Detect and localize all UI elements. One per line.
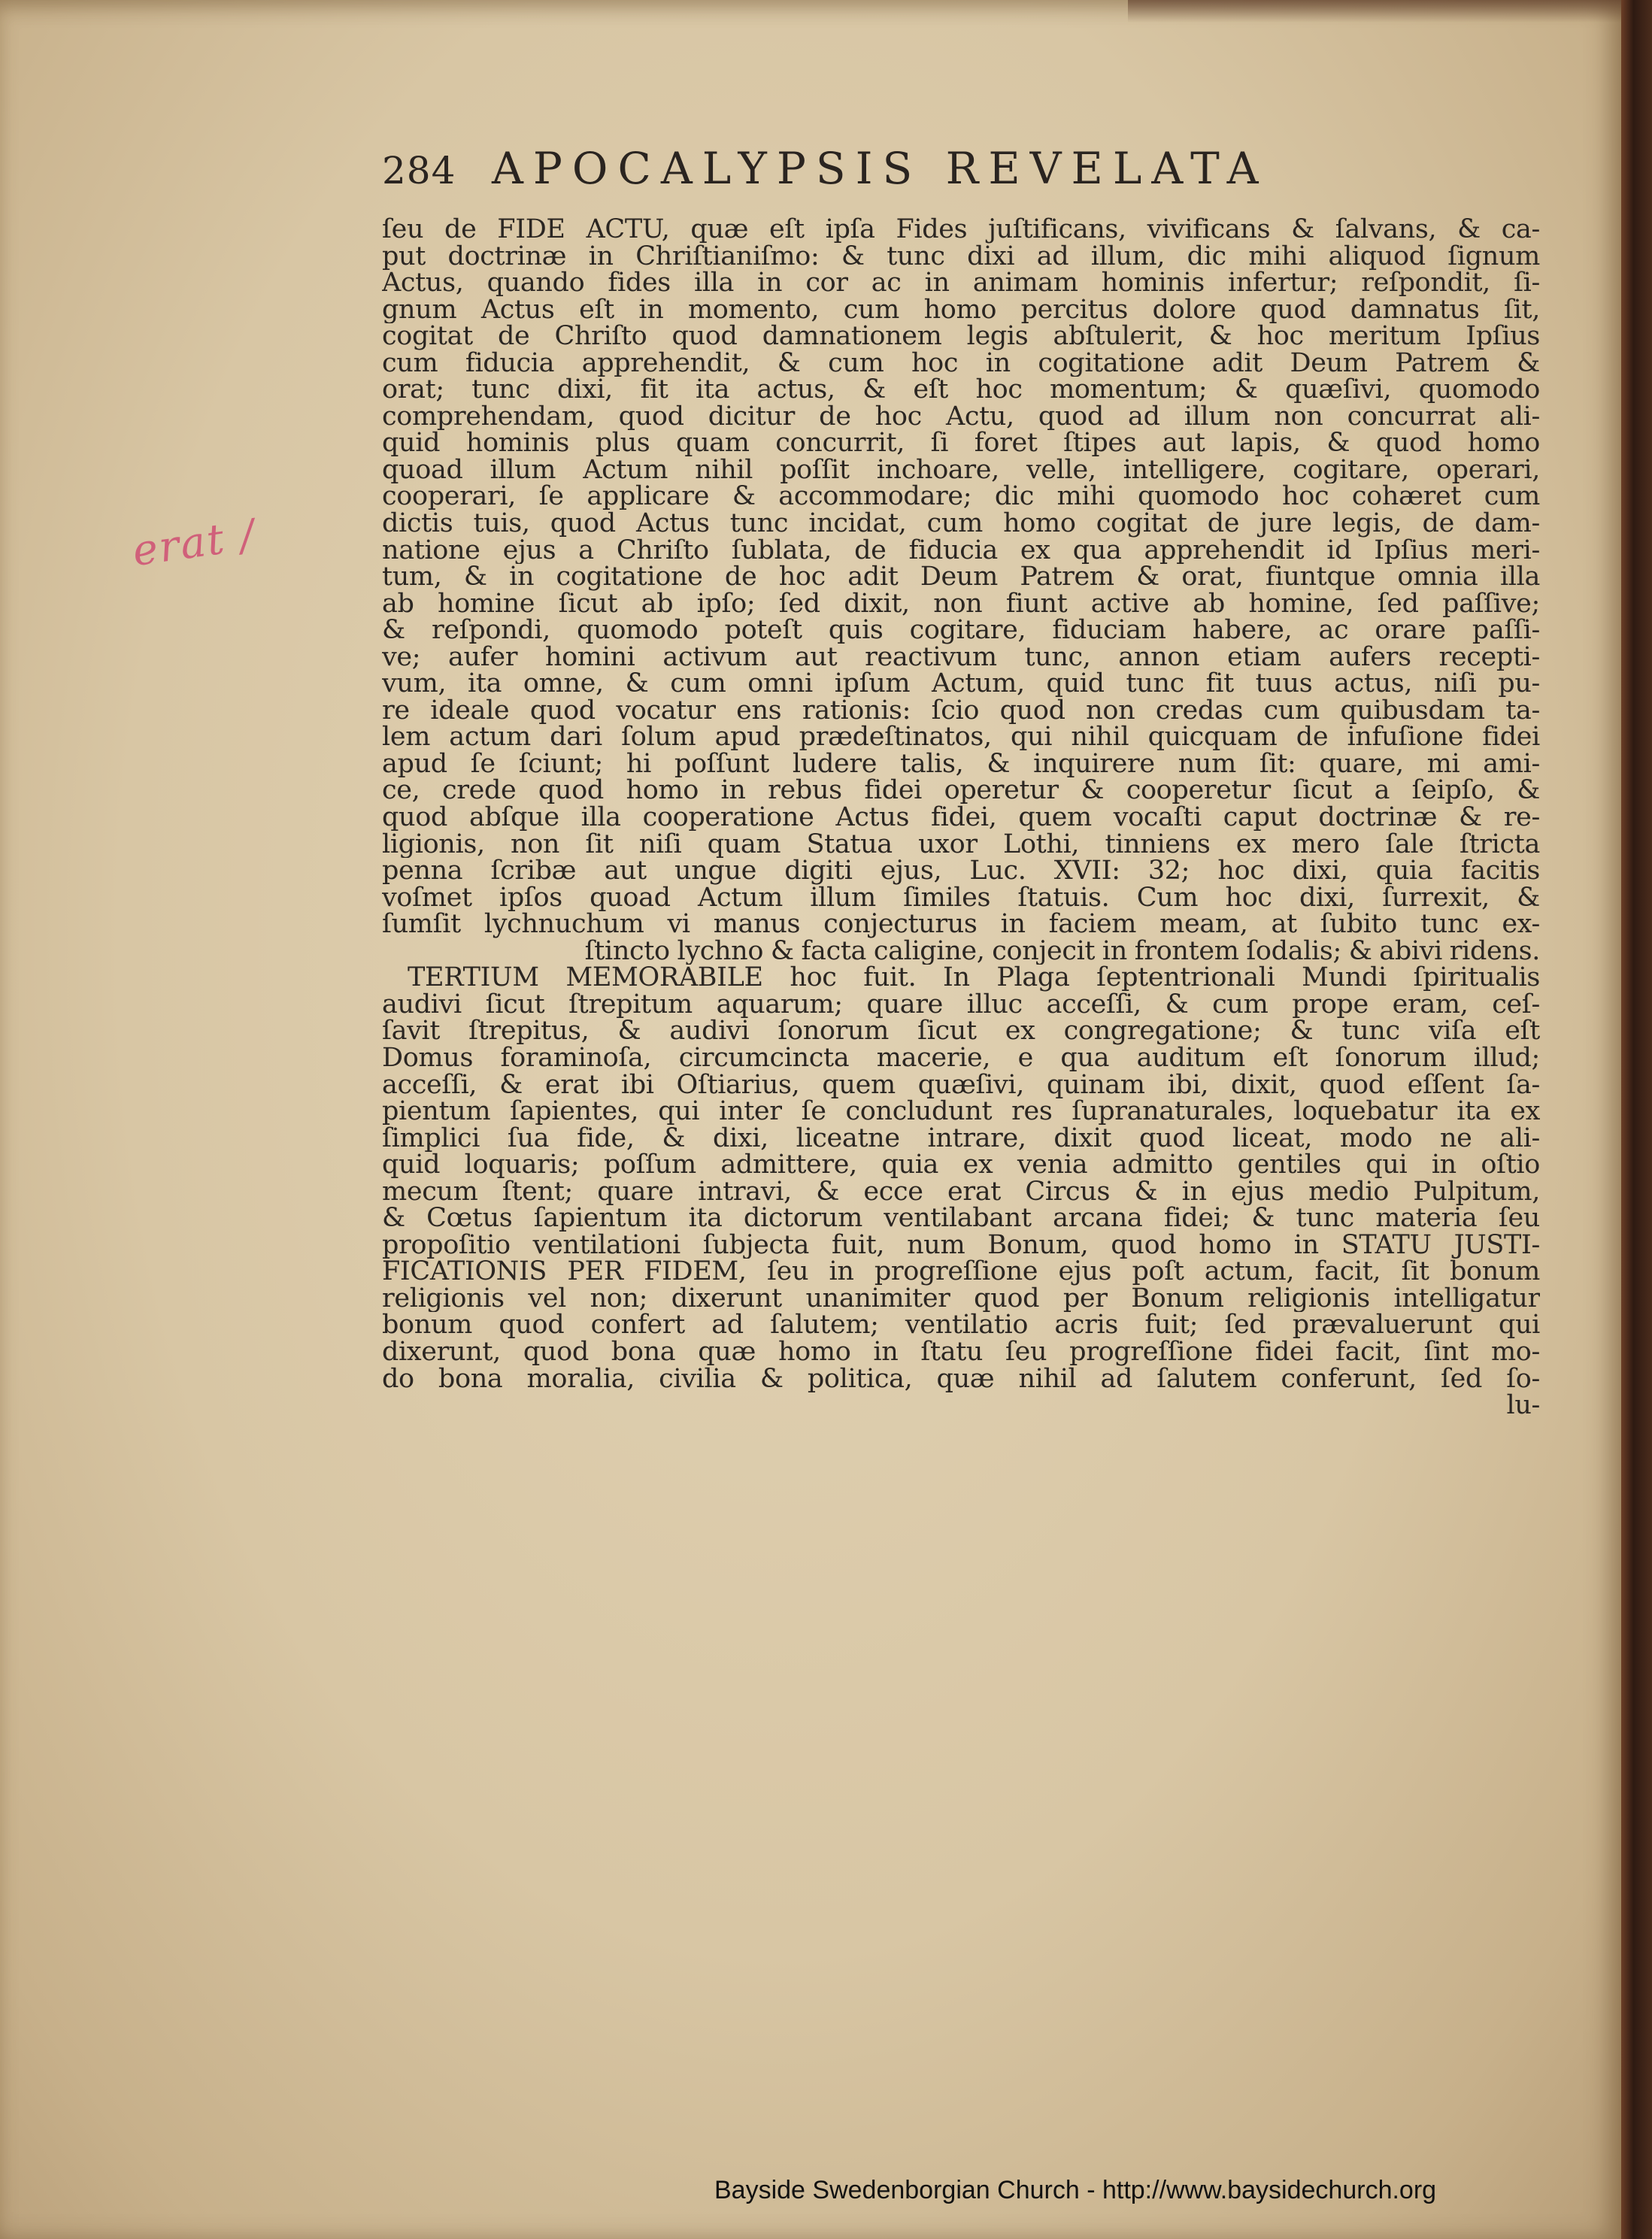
text-line: & reſpondi, quomodo poteſt quis cogitare, fiduciam habere, ac orare paſſi-	[382, 617, 1540, 644]
text-line: Domus foraminoſa, circumcincta macerie, e qua auditum eſt ſonorum illud;	[382, 1044, 1540, 1072]
text-line: ſeu de FIDE ACTU, quæ eſt ipſa Fides juſtificans, vivificans & ſalvans, & ca-	[382, 217, 1540, 244]
text-line: gnum Actus eſt in momento, cum homo percitus dolore quod damnatus ſit,	[382, 296, 1540, 324]
text-line: mecum ſtent; quare intravi, & ecce erat Circus & in ejus medio Pulpitum,	[382, 1178, 1540, 1206]
text-line: cooperari, ſe applicare & accommodare; dic mihi quomodo hoc cohæret cum	[382, 483, 1540, 511]
page-number: 284	[382, 149, 456, 192]
text-line: ve; aufer homini activum aut reactivum tunc, annon etiam aufers recepti-	[382, 644, 1540, 671]
text-line: comprehendam, quod dicitur de hoc Actu, quod ad illum non concurrat ali-	[382, 403, 1540, 431]
text-line: penna ſcribæ aut ungue digiti ejus, Luc. XVII: 32; hoc dixi, quia facitis	[382, 858, 1540, 885]
text-line: FICATIONIS PER FIDEM, ſeu in progreſſione ejus poſt actum, facit, ſit bonum	[382, 1259, 1540, 1286]
text-line: quod abſque illa cooperatione Actus fidei, quem vocaſti caput doctrinæ & re-	[382, 804, 1540, 832]
text-line: audivi ſicut ſtrepitum aquarum; quare illuc acceſſi, & cum prope eram, ceſ-	[382, 991, 1540, 1019]
text-line: ce, crede quod homo in rebus fidei operetur & cooperetur ſicut a ſeipſo, &	[382, 777, 1540, 805]
text-line: quid loquaris; poſſum admittere, quia ex venia admitto gentiles qui in oſtio	[382, 1152, 1540, 1179]
text-line: re ideale quod vocatur ens rationis: ſcio quod non credas cum quibusdam ta-	[382, 697, 1540, 725]
running-head	[382, 143, 1450, 206]
text-line: ſumſit lychnuchum vi manus conjecturus in faciem meam, at ſubito tunc ex-	[382, 911, 1540, 938]
text-line: Actus, quando fides illa in cor ac in animam hominis infertur; reſpondit, ſi-	[382, 270, 1540, 297]
running-title: APOCALYPSIS REVELATA	[492, 143, 1269, 194]
text-line: dixerunt, quod bona quæ homo in ſtatu ſeu progreſſione fidei facit, ſint mo-	[382, 1338, 1540, 1366]
text-line: lu-	[1506, 1392, 1540, 1419]
text-line: ſimplici ſua fide, & dixi, liceatne intrare, dixit quod liceat, modo ne ali-	[382, 1125, 1540, 1153]
text-line: pientum ſapientes, qui inter ſe concludunt res ſupranaturales, loquebatur ita ex	[382, 1098, 1540, 1126]
text-line: apud ſe ſciunt; hi poſſunt ludere talis, & inquirere num ſit: quare, mi ami-	[382, 750, 1540, 778]
page-stain	[1128, 0, 1621, 23]
text-line: orat; tunc dixi, fit ita actus, & eſt hoc momentum; & quæſivi, quomodo	[382, 377, 1540, 404]
body-text	[382, 217, 1540, 1419]
text-line: dictis tuis, quod Actus tunc incidat, cum homo cogitat de jure legis, de dam-	[382, 511, 1540, 538]
text-line: lem actum dari ſolum apud prædeſtinatos, qui nihil quicquam de infuſione fidei	[382, 724, 1540, 751]
text-line: ſavit ſtrepitus, & audivi ſonorum ſicut ex congregatione; & tunc viſa eſt	[382, 1018, 1540, 1045]
text-line: put doctrinæ in Chriſtianiſmo: & tunc dixi ad illum, dic mihi aliquod ſignum	[382, 243, 1540, 271]
text-line: natione ejus a Chriſto ſublata, de fiducia ex qua apprehendit id Ipſius meri-	[382, 537, 1540, 565]
handwritten-margin-note: erat /	[129, 510, 259, 577]
text-line: vum, ita omne, & cum omni ipſum Actum, quid tunc fit tuus actus, niſi pu-	[382, 671, 1540, 698]
text-line: ab homine ſicut ab ipſo; ſed dixit, non fiunt active ab homine, ſed paſſive;	[382, 590, 1540, 618]
text-line: voſmet ipſos quoad Actum illum ſimiles ſtatuis. Cum hoc dixi, ſurrexit, &	[382, 884, 1540, 912]
text-line: ſtincto lychno & facta caligine, conjecit in frontem ſodalis; & abivi ridens.	[584, 938, 1540, 965]
text-line: cogitat de Chriſto quod damnationem legis abſtulerit, & hoc meritum Ipſius	[382, 323, 1540, 350]
text-line: quid hominis plus quam concurrit, ſi foret ſtipes aut lapis, & quod homo	[382, 430, 1540, 457]
text-line: TERTIUM MEMORABILE hoc fuit. In Plaga ſeptentrionali Mundi ſpiritualis	[408, 965, 1540, 992]
text-line: quoad illum Actum nihil poſſit inchoare, velle, intelligere, cogitare, operari,	[382, 456, 1540, 484]
text-line: ligionis, non ſit niſi quam Statua uxor Lothi, tinniens ex mero ſale ſtricta	[382, 831, 1540, 859]
text-line: do bona moralia, civilia & politica, quæ nihil ad ſalutem conferunt, ſed ſo-	[382, 1365, 1540, 1393]
page-edge	[1621, 0, 1652, 2239]
text-line: bonum quod confert ad ſalutem; ventilatio acris fuit; ſed prævaluerunt qui	[382, 1312, 1540, 1339]
footer-credit: Bayside Swedenborgian Church - http://www.baysidechurch.org	[714, 2176, 1437, 2204]
text-line: tum, & in cogitatione de hoc adit Deum Patrem & orat, fiuntque omnia illa	[382, 564, 1540, 591]
text-line: religionis vel non; dixerunt unanimiter quod per Bonum religionis intelligatur	[382, 1285, 1540, 1313]
text-line: & Cœtus ſapientum ita dictorum ventilabant arcana fidei; & tunc materia ſeu	[382, 1205, 1540, 1232]
text-line: acceſſi, & erat ibi Oſtiarius, quem quæſivi, quinam ibi, dixit, quod eſſent ſa-	[382, 1071, 1540, 1099]
text-line: propoſitio ventilationi ſubjecta fuit, num Bonum, quod homo in STATU JUSTI-	[382, 1232, 1540, 1259]
text-line: cum fiducia apprehendit, & cum hoc in cogitatione adit Deum Patrem &	[382, 350, 1540, 377]
